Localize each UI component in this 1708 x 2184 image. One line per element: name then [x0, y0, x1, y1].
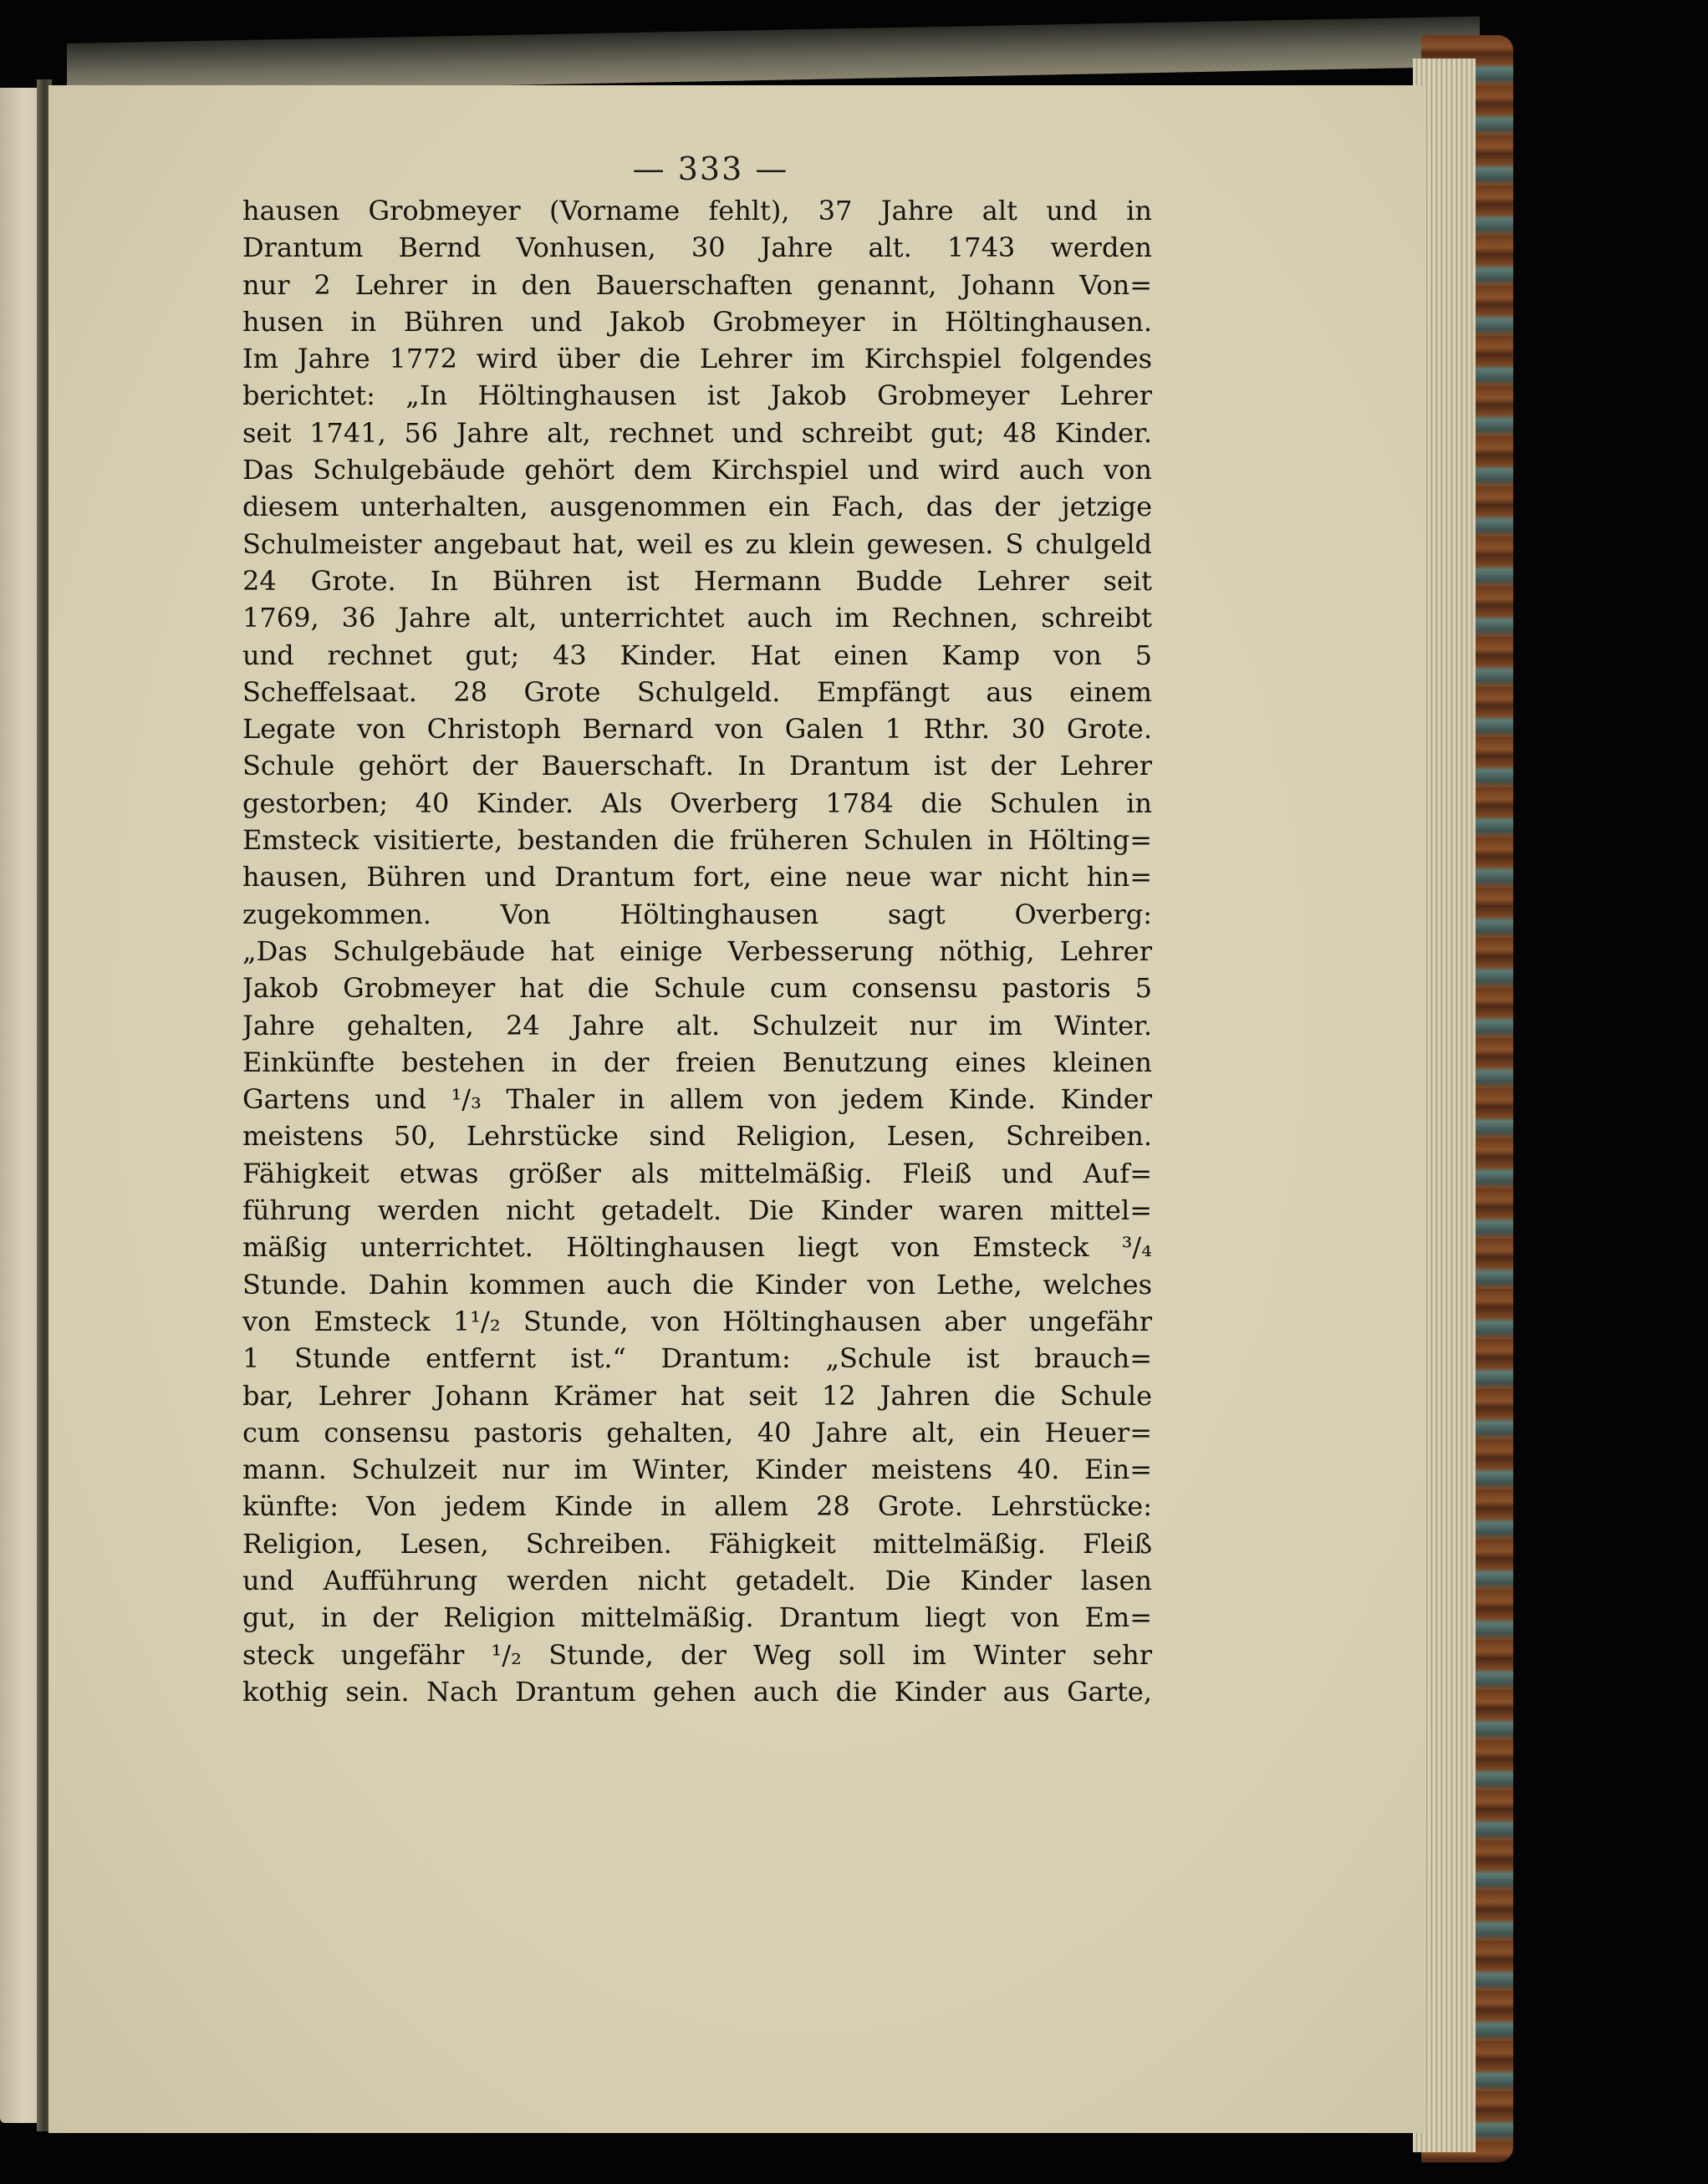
text-line: cum consensu pastoris gehalten, 40 Jahre alt, ein Heuer= [242, 1416, 1152, 1448]
text-line: Drantum Bernd Vonhusen, 30 Jahre alt. 1743 werden [242, 232, 1152, 264]
text-line: hausen Grobmeyer (Vorname fehlt), 37 Jahre alt und in [242, 195, 1152, 227]
text-line: führung werden nicht getadelt. Die Kinder waren mittel= [242, 1194, 1152, 1227]
text-line: berichtet: „In Höltinghausen ist Jakob Grobmeyer Lehrer [242, 379, 1152, 412]
text-line: nur 2 Lehrer in den Bauerschaften genannt, Johann Von= [242, 268, 1152, 301]
text-line: Gartens und ¹/₃ Thaler in allem von jedem Kinde. Kinder [242, 1083, 1152, 1116]
text-line: Emsteck visitierte, bestanden die früheren Schulen in Hölting= [242, 824, 1152, 857]
text-line: Das Schulgebäude gehört dem Kirchspiel und wird auch von [242, 454, 1152, 486]
text-line: kothig sein. Nach Drantum gehen auch die Kinder aus Garte, [242, 1675, 1152, 1708]
text-line: Fähigkeit etwas größer als mittelmäßig. Fleiß und Auf= [242, 1157, 1152, 1189]
text-line: „Das Schulgebäude hat einige Verbesserung nöthig, Lehrer [242, 934, 1152, 967]
text-line: Stunde. Dahin kommen auch die Kinder von Lethe, welches [242, 1268, 1152, 1301]
text-line: Jakob Grobmeyer hat die Schule cum consensu pastoris 5 [242, 972, 1152, 1005]
text-line: Religion, Lesen, Schreiben. Fähigkeit mittelmäßig. Fleiß [242, 1527, 1152, 1560]
page-number: — 333 — [632, 150, 789, 187]
text-line: Schulmeister angebaut hat, weil es zu klein gewesen. S chulgeld [242, 527, 1152, 560]
text-line: bar, Lehrer Johann Krämer hat seit 12 Jahren die Schule [242, 1379, 1152, 1412]
text-line: 1 Stunde entfernt ist.“ Drantum: „Schule ist brauch= [242, 1342, 1152, 1375]
text-line: Jahre gehalten, 24 Jahre alt. Schulzeit nur im Winter. [242, 1009, 1152, 1041]
text-line: mäßig unterrichtet. Höltinghausen liegt von Emsteck ³/₄ [242, 1231, 1152, 1264]
text-line: hausen, Bühren und Drantum fort, eine neue war nicht hin= [242, 861, 1152, 893]
text-line: Im Jahre 1772 wird über die Lehrer im Kirchspiel folgendes [242, 343, 1152, 375]
text-line: und rechnet gut; 43 Kinder. Hat einen Kamp von 5 [242, 639, 1152, 671]
text-line: 24 Grote. In Bühren ist Hermann Budde Lehrer seit [242, 564, 1152, 597]
text-line: und Aufführung werden nicht getadelt. Die Kinder lasen [242, 1564, 1152, 1596]
text-line: meistens 50, Lehrstücke sind Religion, Lesen, Schreiben. [242, 1120, 1152, 1153]
text-line: mann. Schulzeit nur im Winter, Kinder meistens 40. Ein= [242, 1453, 1152, 1486]
text-line: von Emsteck 1¹/₂ Stunde, von Höltinghausen aber ungefähr [242, 1305, 1152, 1337]
text-line: Scheffelsaat. 28 Grote Schulgeld. Empfängt aus einem [242, 675, 1152, 708]
text-line: steck ungefähr ¹/₂ Stunde, der Weg soll im Winter sehr [242, 1638, 1152, 1671]
text-line: Einkünfte bestehen in der freien Benutzung eines kleinen [242, 1046, 1152, 1078]
book-top-edge [67, 17, 1480, 94]
text-line: husen in Bühren und Jakob Grobmeyer in Höltinghausen. [242, 305, 1152, 338]
text-line: Legate von Christoph Bernard von Galen 1 Rthr. 30 Grote. [242, 713, 1152, 746]
text-line: Schule gehört der Bauerschaft. In Drantum ist der Lehrer [242, 750, 1152, 782]
text-line: künfte: Von jedem Kinde in allem 28 Grote. Lehrstücke: [242, 1490, 1152, 1523]
text-line: zugekommen. Von Höltinghausen sagt Overberg: [242, 898, 1152, 930]
text-line: diesem unterhalten, ausgenommen ein Fach, das der jetzige [242, 491, 1152, 523]
text-line: gut, in der Religion mittelmäßig. Drantum liegt von Em= [242, 1601, 1152, 1634]
page-body-text [242, 192, 1152, 1710]
text-line: gestorben; 40 Kinder. Als Overberg 1784 die Schulen in [242, 787, 1152, 819]
text-line: seit 1741, 56 Jahre alt, rechnet und schreibt gut; 48 Kinder. [242, 416, 1152, 449]
text-line: 1769, 36 Jahre alt, unterrichtet auch im Rechnen, schreibt [242, 602, 1152, 634]
